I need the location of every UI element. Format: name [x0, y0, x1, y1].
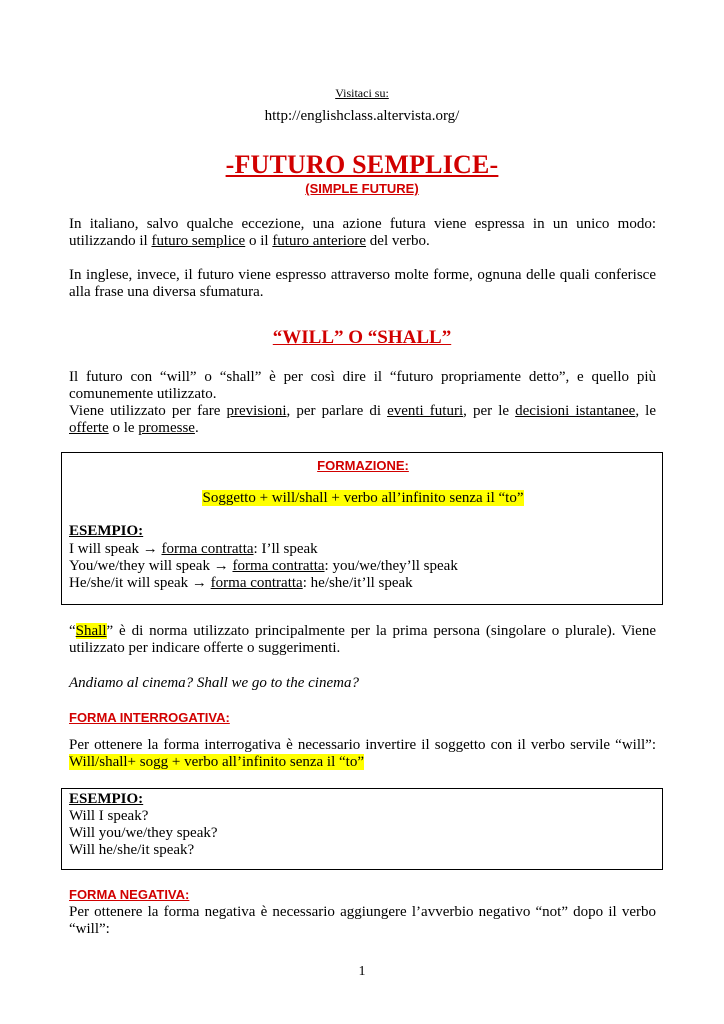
example-row [69, 541, 318, 558]
example-contracted: : he/she/it’ll speak [302, 575, 413, 591]
example-contracted: : you/we/they’ll speak [324, 558, 458, 574]
shall-paragraph [69, 623, 656, 657]
will-paragraph-1: Il futuro con “will” o “shall” è per così dire il “futuro propriamente detto”, e quello più comunemente utilizzato. [69, 369, 656, 402]
text: o le [108, 420, 139, 436]
interrogativa-formula-highlight: Will/shall+ sogg + verbo all’infinito senza il “to” [69, 754, 364, 770]
term-futuro-semplice: futuro semplice [151, 233, 246, 249]
example-base: He/she/it will speak → [69, 575, 211, 591]
negativa-paragraph: Per ottenere la forma negativa è necessario aggiungere l’avverbio negativo “not” dopo il verbo “will”: [69, 904, 656, 937]
example-row [69, 575, 413, 592]
formula-highlight: Soggetto + will/shall + verbo all’infinito senza il “to” [202, 490, 524, 506]
formazione-heading: FORMAZIONE: [317, 458, 409, 473]
intro-text: o il [245, 233, 273, 249]
text: , le [635, 403, 657, 419]
page-subtitle: (SIMPLE FUTURE) [305, 181, 419, 196]
term-decisioni-istantanee: decisioni istantanee [515, 403, 636, 419]
section-heading-will-shall: “WILL” O “SHALL” [272, 327, 452, 348]
term-offerte: offerte [69, 420, 109, 436]
term-previsioni: previsioni [226, 403, 287, 419]
interrogativa-example-box [61, 788, 663, 870]
example-base: You/we/they will speak → [69, 558, 233, 574]
formazione-formula [62, 490, 664, 507]
example-contracted-label: forma contratta [232, 558, 325, 574]
intro-text: In italiano, salvo qualche eccezione, una azione futura viene espressa in un unico modo: utilizzando il [69, 216, 656, 249]
example-line: Will he/she/it speak? [69, 842, 195, 858]
will-paragraph-2 [69, 403, 656, 437]
text: . [194, 420, 199, 436]
text: , per le [463, 403, 516, 419]
term-eventi-futuri: eventi futuri [387, 403, 464, 419]
example-contracted-label: forma contratta [210, 575, 303, 591]
interrogativa-paragraph [69, 737, 656, 771]
text: , per parlare di [286, 403, 388, 419]
text: Per ottenere la forma interrogativa è necessario invertire il soggetto con il verbo servile “will”: [69, 737, 656, 753]
example-label: ESEMPIO: [69, 791, 144, 807]
quote: “ [69, 623, 76, 639]
text: ” è di norma utilizzato principalmente per la prima persona (singolare o plurale). Viene utilizzato per indicare offerte o suggerimenti. [69, 623, 656, 656]
example-contracted-label: forma contratta [161, 541, 254, 557]
example-line: Will you/we/they speak? [69, 825, 218, 841]
term-promesse: promesse [138, 420, 195, 436]
shall-example: Andiamo al cinema? Shall we go to the cinema? [69, 675, 359, 691]
page-number: 1 [358, 964, 366, 979]
formazione-box [61, 452, 663, 605]
example-row [69, 558, 458, 575]
negativa-heading: FORMA NEGATIVA: [69, 887, 190, 902]
page-title: -FUTURO SEMPLICE- [225, 150, 499, 179]
text: Viene utilizzato per fare [69, 403, 227, 419]
shall-word-highlight: Shall [75, 623, 107, 639]
example-line: Will I speak? [69, 808, 149, 824]
site-url[interactable]: http://englishclass.altervista.org/ [264, 108, 460, 124]
visit-label: Visitaci su: [335, 86, 389, 100]
intro-paragraph-1 [69, 216, 656, 250]
example-label: ESEMPIO: [69, 523, 144, 539]
interrogativa-heading: FORMA INTERROGATIVA: [69, 710, 230, 725]
example-contracted: : I’ll speak [253, 541, 318, 557]
term-futuro-anteriore: futuro anteriore [272, 233, 367, 249]
example-base: I will speak → [69, 541, 162, 557]
intro-paragraph-2: In inglese, invece, il futuro viene espresso attraverso molte forme, ognuna delle quali conferisce alla frase una diversa sfumatura. [69, 267, 656, 300]
intro-text: del verbo. [366, 233, 430, 249]
